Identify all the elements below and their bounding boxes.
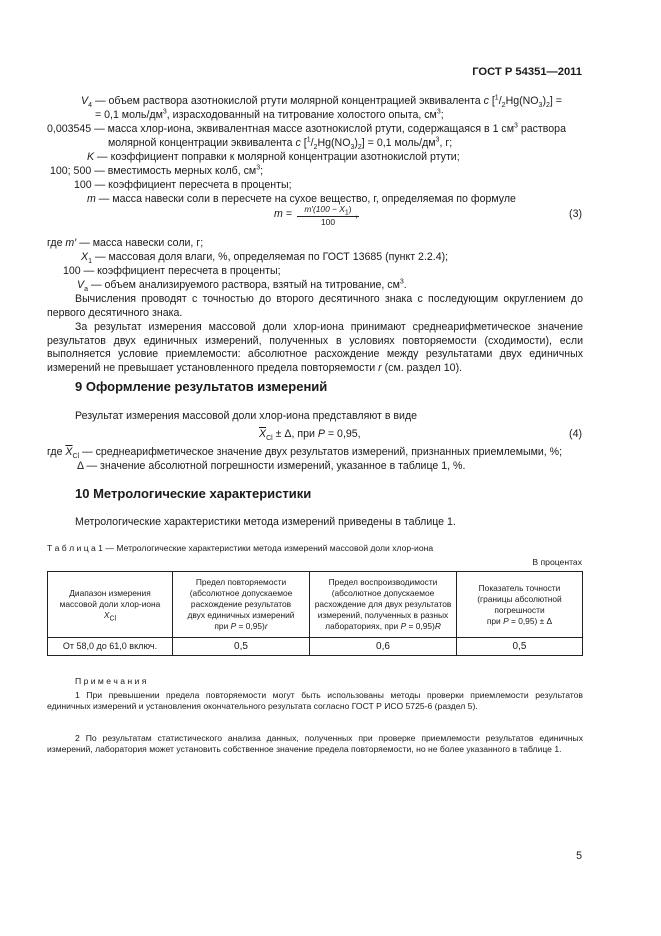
document-number: ГОСТ Р 54351—2011 [472, 66, 582, 78]
formula-3-lhs: m = [274, 208, 292, 220]
section-9-title: 9 Оформление результатов измерений [75, 379, 328, 394]
var-v4: $V_4$ — объем раствора азотнокислой ртути молярной концентрацией эквивалента c $[^1/_2Hg(NO_3)_2]$ = [81, 94, 562, 110]
cell-accuracy: 0,5 [457, 638, 583, 656]
var-x-cl: где $\overline{X}_{Cl}$ — среднеарифметическое значение двух результатов измерений, признанных приемлемыми, %; [47, 446, 563, 461]
table-units: В процентах [532, 557, 582, 567]
var-x1: $X_1$ — массовая доля влаги, %, определяемая по ГОСТ 13685 (пункт 2.2.4); [81, 251, 449, 266]
var-m-prime: где m′ — масса навески соли, г; [47, 237, 204, 249]
page-number: 5 [576, 850, 582, 862]
cell-repeatability: 0,5 [173, 638, 310, 656]
var-mass-chlorine-line2: молярной концентрации эквивалента c $[^1/_2Hg(NO_3)_2] = 0,1$ моль/$дм^3$, г; [108, 136, 453, 152]
var-va: $V_а$ — объем анализируемого раствора, взятый на титрование, $см^3$. [77, 278, 407, 294]
cell-reproducibility: 0,6 [310, 638, 457, 656]
var-hundred: 100 — коэффициент пересчета в проценты; [74, 179, 292, 191]
table-header-row [48, 572, 583, 638]
var-hundred-2: 100 — коэффициент пересчета в проценты; [63, 265, 281, 277]
var-m: m — масса навески соли в пересчете на сухое вещество, г, определяемая по формуле [87, 193, 516, 205]
table-row [48, 638, 583, 656]
section-10-title: 10 Метрологические характеристики [75, 486, 312, 501]
notes-title: П р и м е ч а н и я [75, 676, 147, 686]
metrology-table [47, 571, 583, 656]
header-reproducibility: Предел воспроизводимости (абсолютное допускаемое расхождение для двух результатов измерений, полученных в разных лабораториях, при P = 0,95)R [310, 572, 457, 638]
cell-range: От 58,0 до 61,0 включ. [48, 638, 173, 656]
var-delta: Δ — значение абсолютной погрешности измерений, указанное в таблице 1, %. [77, 460, 466, 472]
paragraph-result-definition: За результат измерения массовой доли хлор-иона принимают среднеарифметическое значение результатов двух единичных измерений, полученных в условиях повторяемости (сходимости), если выполняется условие приемлемости: абсолютное расхождение между результатами двух единичных измерений не превышает установленного предела повторяемости r (см. раздел 10). [47, 321, 583, 374]
note-1: 1 При превышении предела повторяемости могут быть использованы методы проверки приемлемости результатов единичных измерений и установления окончательного результата согласно ГОСТ Р ИСО 5725-6 (раздел 5). [47, 690, 583, 711]
formula-3-number: (3) [569, 208, 582, 220]
formula-4-number: (4) [569, 428, 582, 440]
header-accuracy: Показатель точности (границы абсолютной погрешности при P = 0,95) ± Δ [457, 572, 583, 638]
section-10-intro: Метрологические характеристики метода измерений приведены в таблице 1. [75, 516, 456, 528]
var-v4-line2: = 0,1 моль/$дм^3$, израсходованный на титрование холостого опыта, $см^3$; [95, 108, 444, 121]
formula-3-comma: , [355, 208, 358, 220]
var-flask-volume: 100; 500 — вместимость мерных колб, $см^3$; [50, 164, 264, 177]
table-caption: Т а б л и ц а 1 — Метрологические характеристики метода измерений массовой доли хлор-иона [47, 543, 434, 553]
formula-4: $\overline{X}_{Cl} \pm \Delta$, при P = 0,95, [259, 428, 361, 443]
formula-3-fraction: $\frac{m'(100 - X_1)}{100}$ [297, 204, 359, 228]
note-2: 2 По результатам статистического анализа данных, полученных при проверке приемлемости результатов единичных измерений, лаборатория может установить собственное значение предела повторяемости, но не более указанного в таблице 1. [47, 733, 583, 754]
header-range: Диапазон измерения массовой доли хлор-иона $X_{Cl}$ [48, 572, 173, 638]
paragraph-rounding: Вычисления проводят с точностью до второго десятичного знака с последующим округлением до первого десятичного знака. [47, 293, 583, 319]
var-k: K — коэффициент поправки к молярной концентрации азотнокислой ртути; [87, 151, 460, 163]
var-mass-chlorine: 0,003545 — масса хлор-иона, эквивалентная массе азотнокислой ртути, содержащаяся в 1 $см^3$ раствора [47, 122, 566, 135]
section-9-intro: Результат измерения массовой доли хлор-иона представляют в виде [75, 410, 418, 422]
header-repeatability: Предел повторяемости (абсолютное допускаемое расхождение результатов двух единичных измерений при P = 0,95)r [173, 572, 310, 638]
